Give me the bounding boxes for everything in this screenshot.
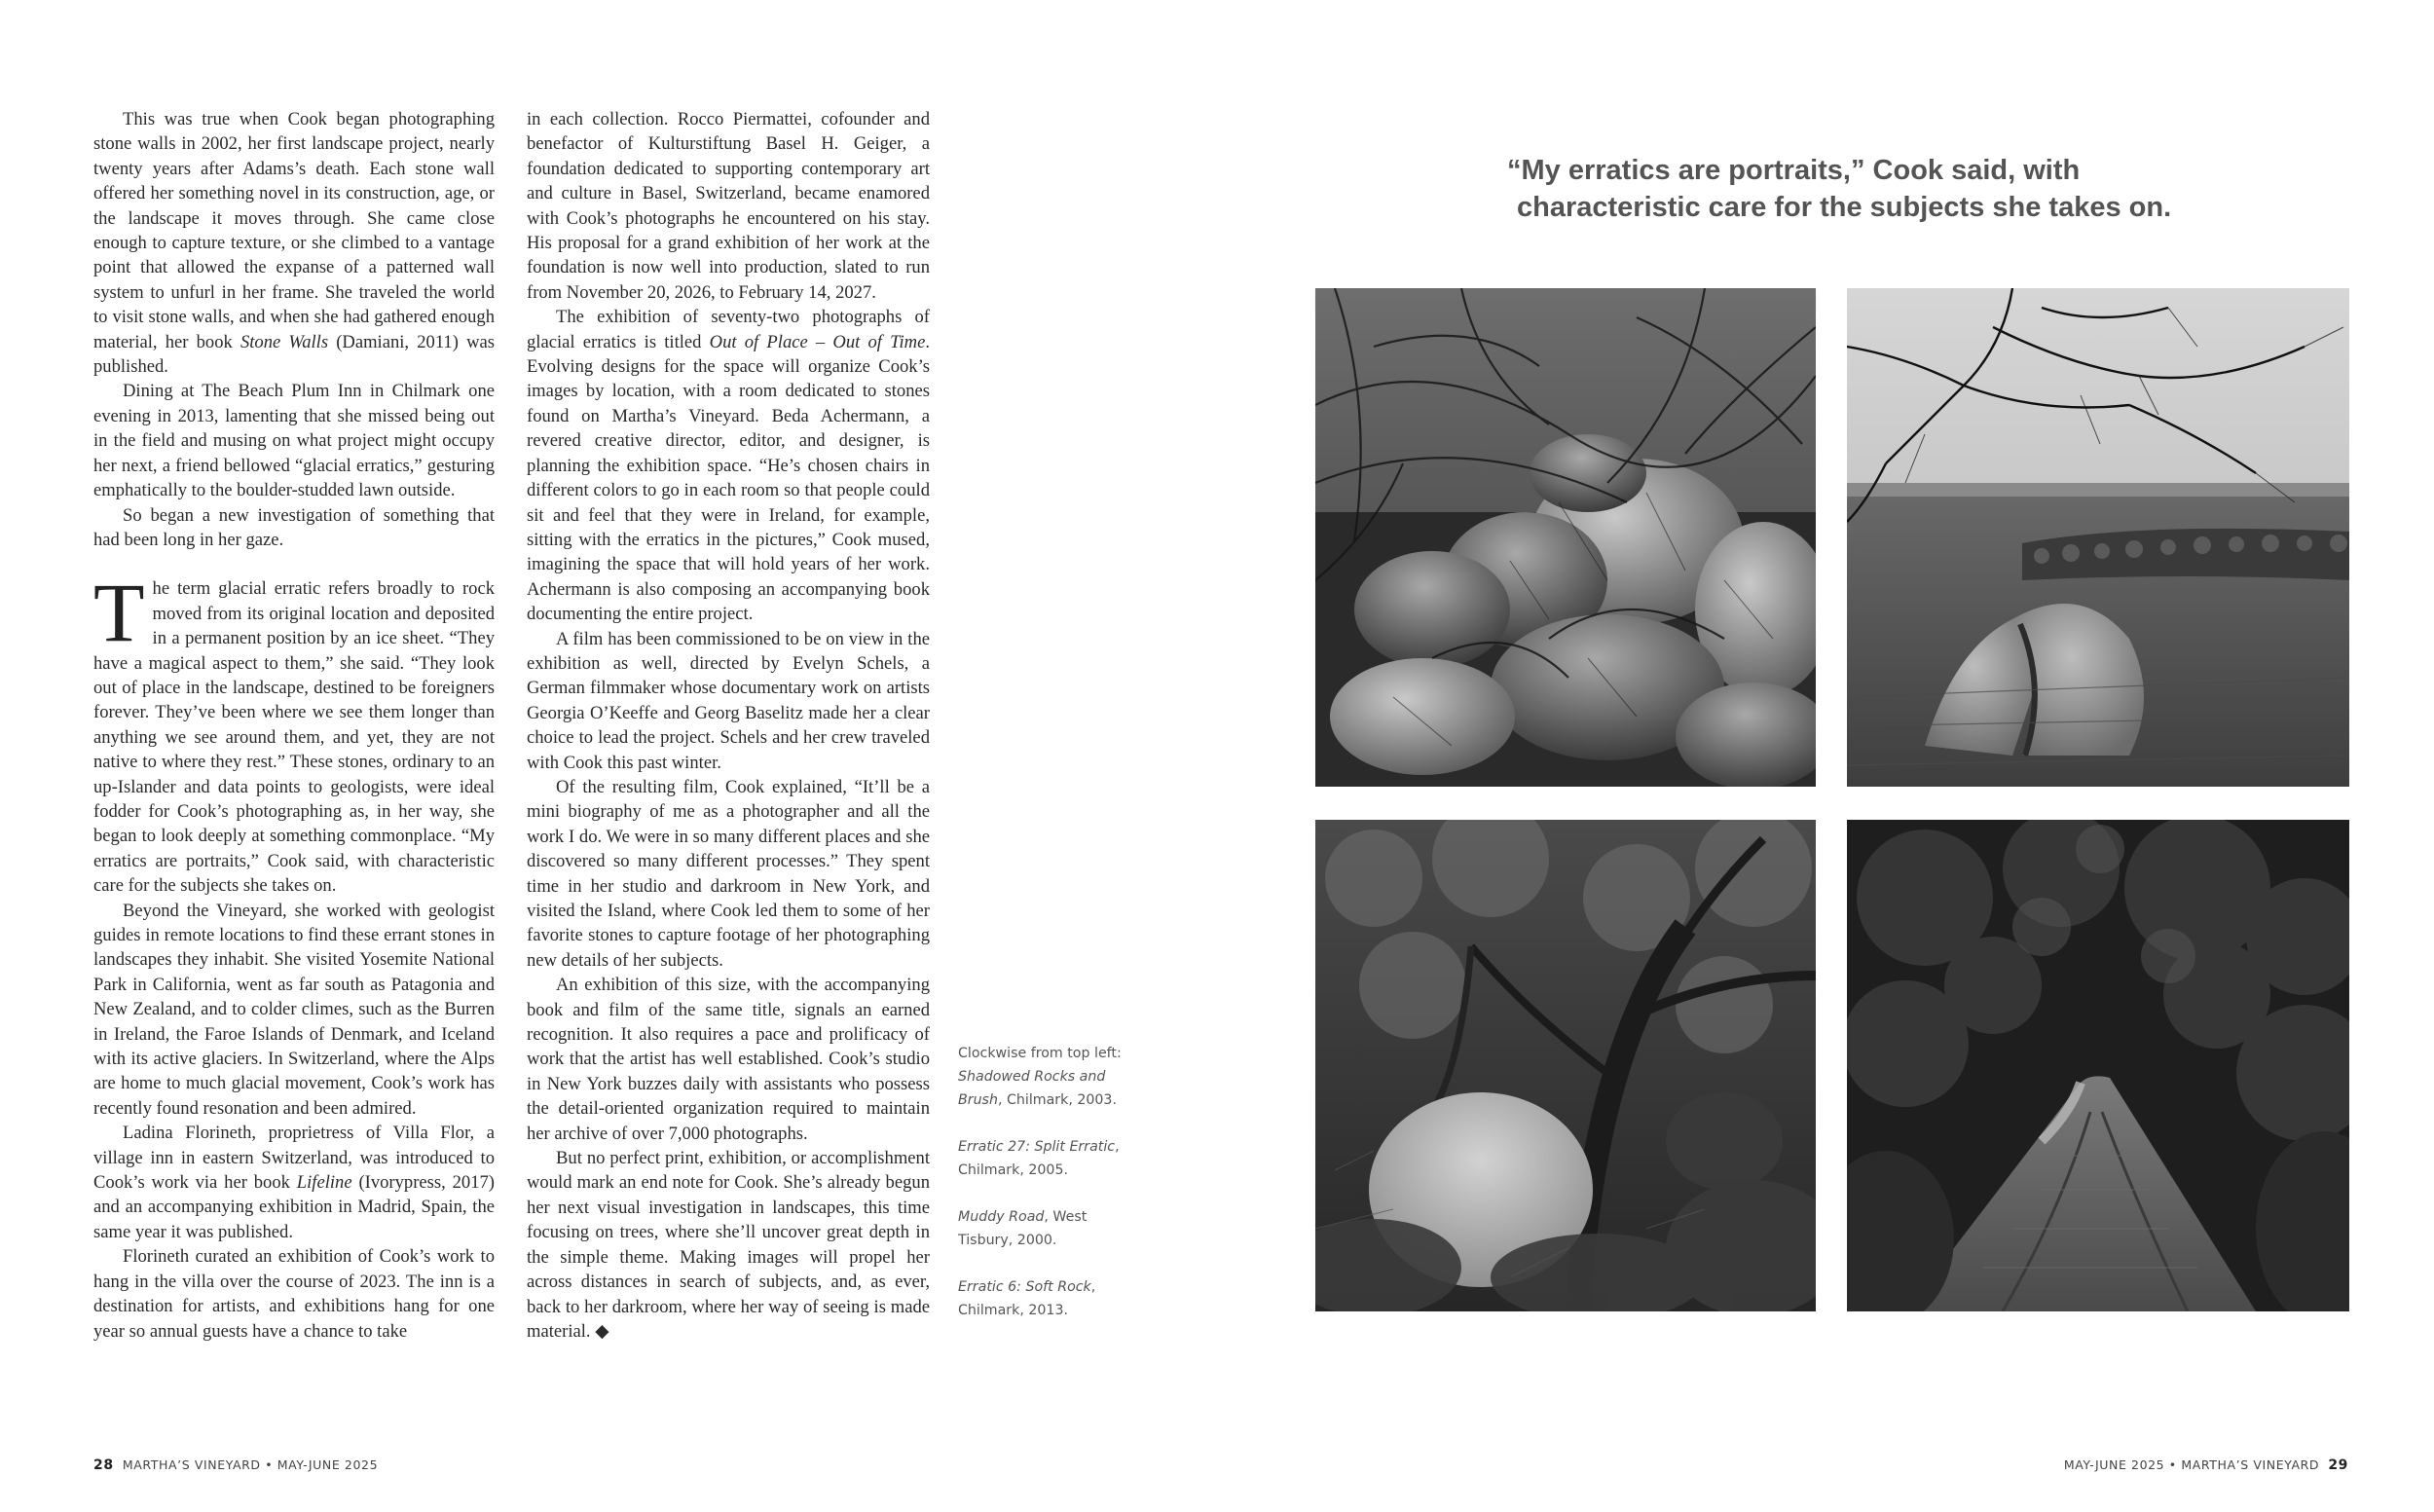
page-number: 29: [2328, 1457, 2348, 1473]
photo-split-erratic: [1847, 288, 2349, 787]
caption-block-1: Clockwise from top left: Shadowed Rocks and Brush, Chilmark, 2003.: [958, 1046, 1122, 1108]
paragraph: Beyond the Vineyard, she worked with geologist guides in remote locations to find these errant stones in landscapes they inhabit. She visited Yosemite National Park in California, went as far south as Patagonia and New Zealand, and to colder climes, such as the Burren in Ireland, the Faroe Islands of Denmark, and Iceland with its active glaciers. In Switzerland, where the Alps are home to much glacial movement, Cook’s work has recently found resonation and been admired.: [93, 900, 495, 1119]
folio-text: MARTHA’S VINEYARD • MAY-JUNE 2025: [122, 1457, 379, 1472]
photo-soft-rock: [1315, 820, 1816, 1311]
paragraph: Dining at The Beach Plum Inn in Chilmark one evening in 2013, lamenting that she missed being out in the field and musing on what project might occupy her next, a friend bellowed “glacial erratics,” gesturing emphatically to the boulder-studded lawn outside.: [93, 381, 495, 501]
folio-text: MAY-JUNE 2025 • MARTHA’S VINEYARD: [2063, 1457, 2320, 1472]
caption-block-4: Erratic 6: Soft Rock, Chilmark, 2013.: [958, 1279, 1096, 1318]
paragraph: The exhibition of seventy-two photographs of glacial erratics is titled Out of Place – Out of Time. Evolving designs for the space will organize Cook’s images by location, with a room dedicated to stones found on Martha’s Vineyard. Beda Achermann, a revered creative director, editor, and designer, is planning the exhibition space. “He’s chosen chairs in different colors to go in each room so that people could sit and feel that they were in Ireland, for example, sitting with the erratics in the pictures,” Cook mused, imagining the space that will hold years of her work. Achermann is also composing an accompanying book documenting the entire project.: [527, 307, 930, 625]
paragraph: A film has been commissioned to be on view in the exhibition as well, directed by Evelyn Schels, a German filmmaker whose documentary work on artists Georgia O’Keeffe and Georg Baselitz made her a clear choice to lead the project. Schels and her crew traveled with Cook this past winter.: [527, 628, 930, 773]
paragraph: So began a new investigation of something that had been long in her gaze.: [93, 504, 495, 550]
page-number: 28: [93, 1457, 114, 1473]
paragraph: But no perfect print, exhibition, or accomplishment would mark an end note for Cook. She’s already begun her next visual investigation in landscapes, this time focusing on trees, where she’ll uncover great depth in the simple theme. Making images will propel her across distances in search of subjects, and, as ever, back to her darkroom, where her way of seeing is made material. ◆: [527, 1148, 930, 1342]
end-mark: ◆: [595, 1320, 609, 1342]
caption-intro: Clockwise from top left:: [958, 1046, 1122, 1061]
paragraph: Florineth curated an exhibition of Cook’s work to hang in the villa over the course of 2023. The inn is a destination for artists, and exhibitions hang for one year so annual guests have a chance to take: [93, 1246, 495, 1342]
paragraph: Ladina Florineth, proprietress of Villa Flor, a village inn in eastern Switzerland, was introduced to Cook’s work via her book Lifeline (Ivorypress, 2017) and an accompanying exhibition in Madrid, Spain, the same year it was published.: [93, 1123, 495, 1242]
paragraph: This was true when Cook began photographing stone walls in 2002, her first landscape project, nearly twenty years after Adams’s death. Each stone wall offered her something novel in its construction, age, or the landscape it moves through. She came close enough to capture texture, or she climbed to a vantage point that allowed the expanse of a patterned wall system to unfurl in her frame. She traveled the world to visit stone walls, and when she had gathered enough material, her book Stone Walls (Damiani, 2011) was published.: [93, 109, 495, 378]
drop-cap: T: [93, 566, 145, 660]
article-column-1: [93, 107, 495, 1344]
folio-left: [93, 1457, 378, 1473]
pull-quote-line-1: “My erratics are portraits,” Cook said, with: [1507, 155, 2081, 186]
photo-shadowed-rocks-and-brush: [1315, 288, 1816, 787]
article-column-2: [527, 107, 930, 1344]
caption-block-2: Erratic 27: Split Erratic, Chilmark, 2005.: [958, 1139, 1120, 1178]
paragraph: An exhibition of this size, with the accompanying book and film of the same title, signals an earned recognition. It also requires a pace and prolificacy of work that the artist has well established. Cook’s studio in New York buzzes daily with assistants who possess the detail-oriented organization required to maintain her archive of over 7,000 photographs.: [527, 975, 930, 1144]
folio-right: [2064, 1457, 2348, 1473]
pull-quote-line-2: characteristic care for the subjects she takes on.: [1517, 192, 2172, 223]
pull-quote: [1507, 152, 2247, 226]
paragraph: in each collection. Rocco Piermattei, cofounder and benefactor of Kulturstiftung Basel H. Geiger, a foundation dedicated to supporting contemporary art and culture in Basel, Switzerland, became enamored with Cook’s photographs he encountered on his stay. His proposal for a grand exhibition of her work at the foundation is now well into production, slated to run from November 20, 2026, to February 14, 2027.: [527, 109, 930, 303]
photo-caption: [958, 1042, 1143, 1346]
caption-block-3: Muddy Road, West Tisbury, 2000.: [958, 1209, 1088, 1248]
photo-muddy-road: [1847, 820, 2349, 1311]
paragraph-dropcap: The term glacial erratic refers broadly to rock moved from its original location and deposited in a permanent position by an ice sheet. “They have a magical aspect to them,” she said. “They look out of place in the landscape, destined to be foreigners forever. They’ve been where we see them longer than anything we see around them, and yet, they are not native to where they rest.” These stones, ordinary to an up-Islander and data points to geologists, were ideal fodder for Cook’s photographing as, in her way, she began to look deeply at something commonplace. “My erratics are portraits,” Cook said, with characteristic care for the subjects she takes on.: [93, 566, 495, 897]
paragraph: Of the resulting film, Cook explained, “It’ll be a mini biography of me as a photographer and all the work I do. We were in so many different places and she discovered so many different processes.” They spent time in her studio and darkroom in New York, and visited the Island, where Cook led them to some of her favorite stones to capture footage of her photographing new details of her subjects.: [527, 776, 930, 971]
